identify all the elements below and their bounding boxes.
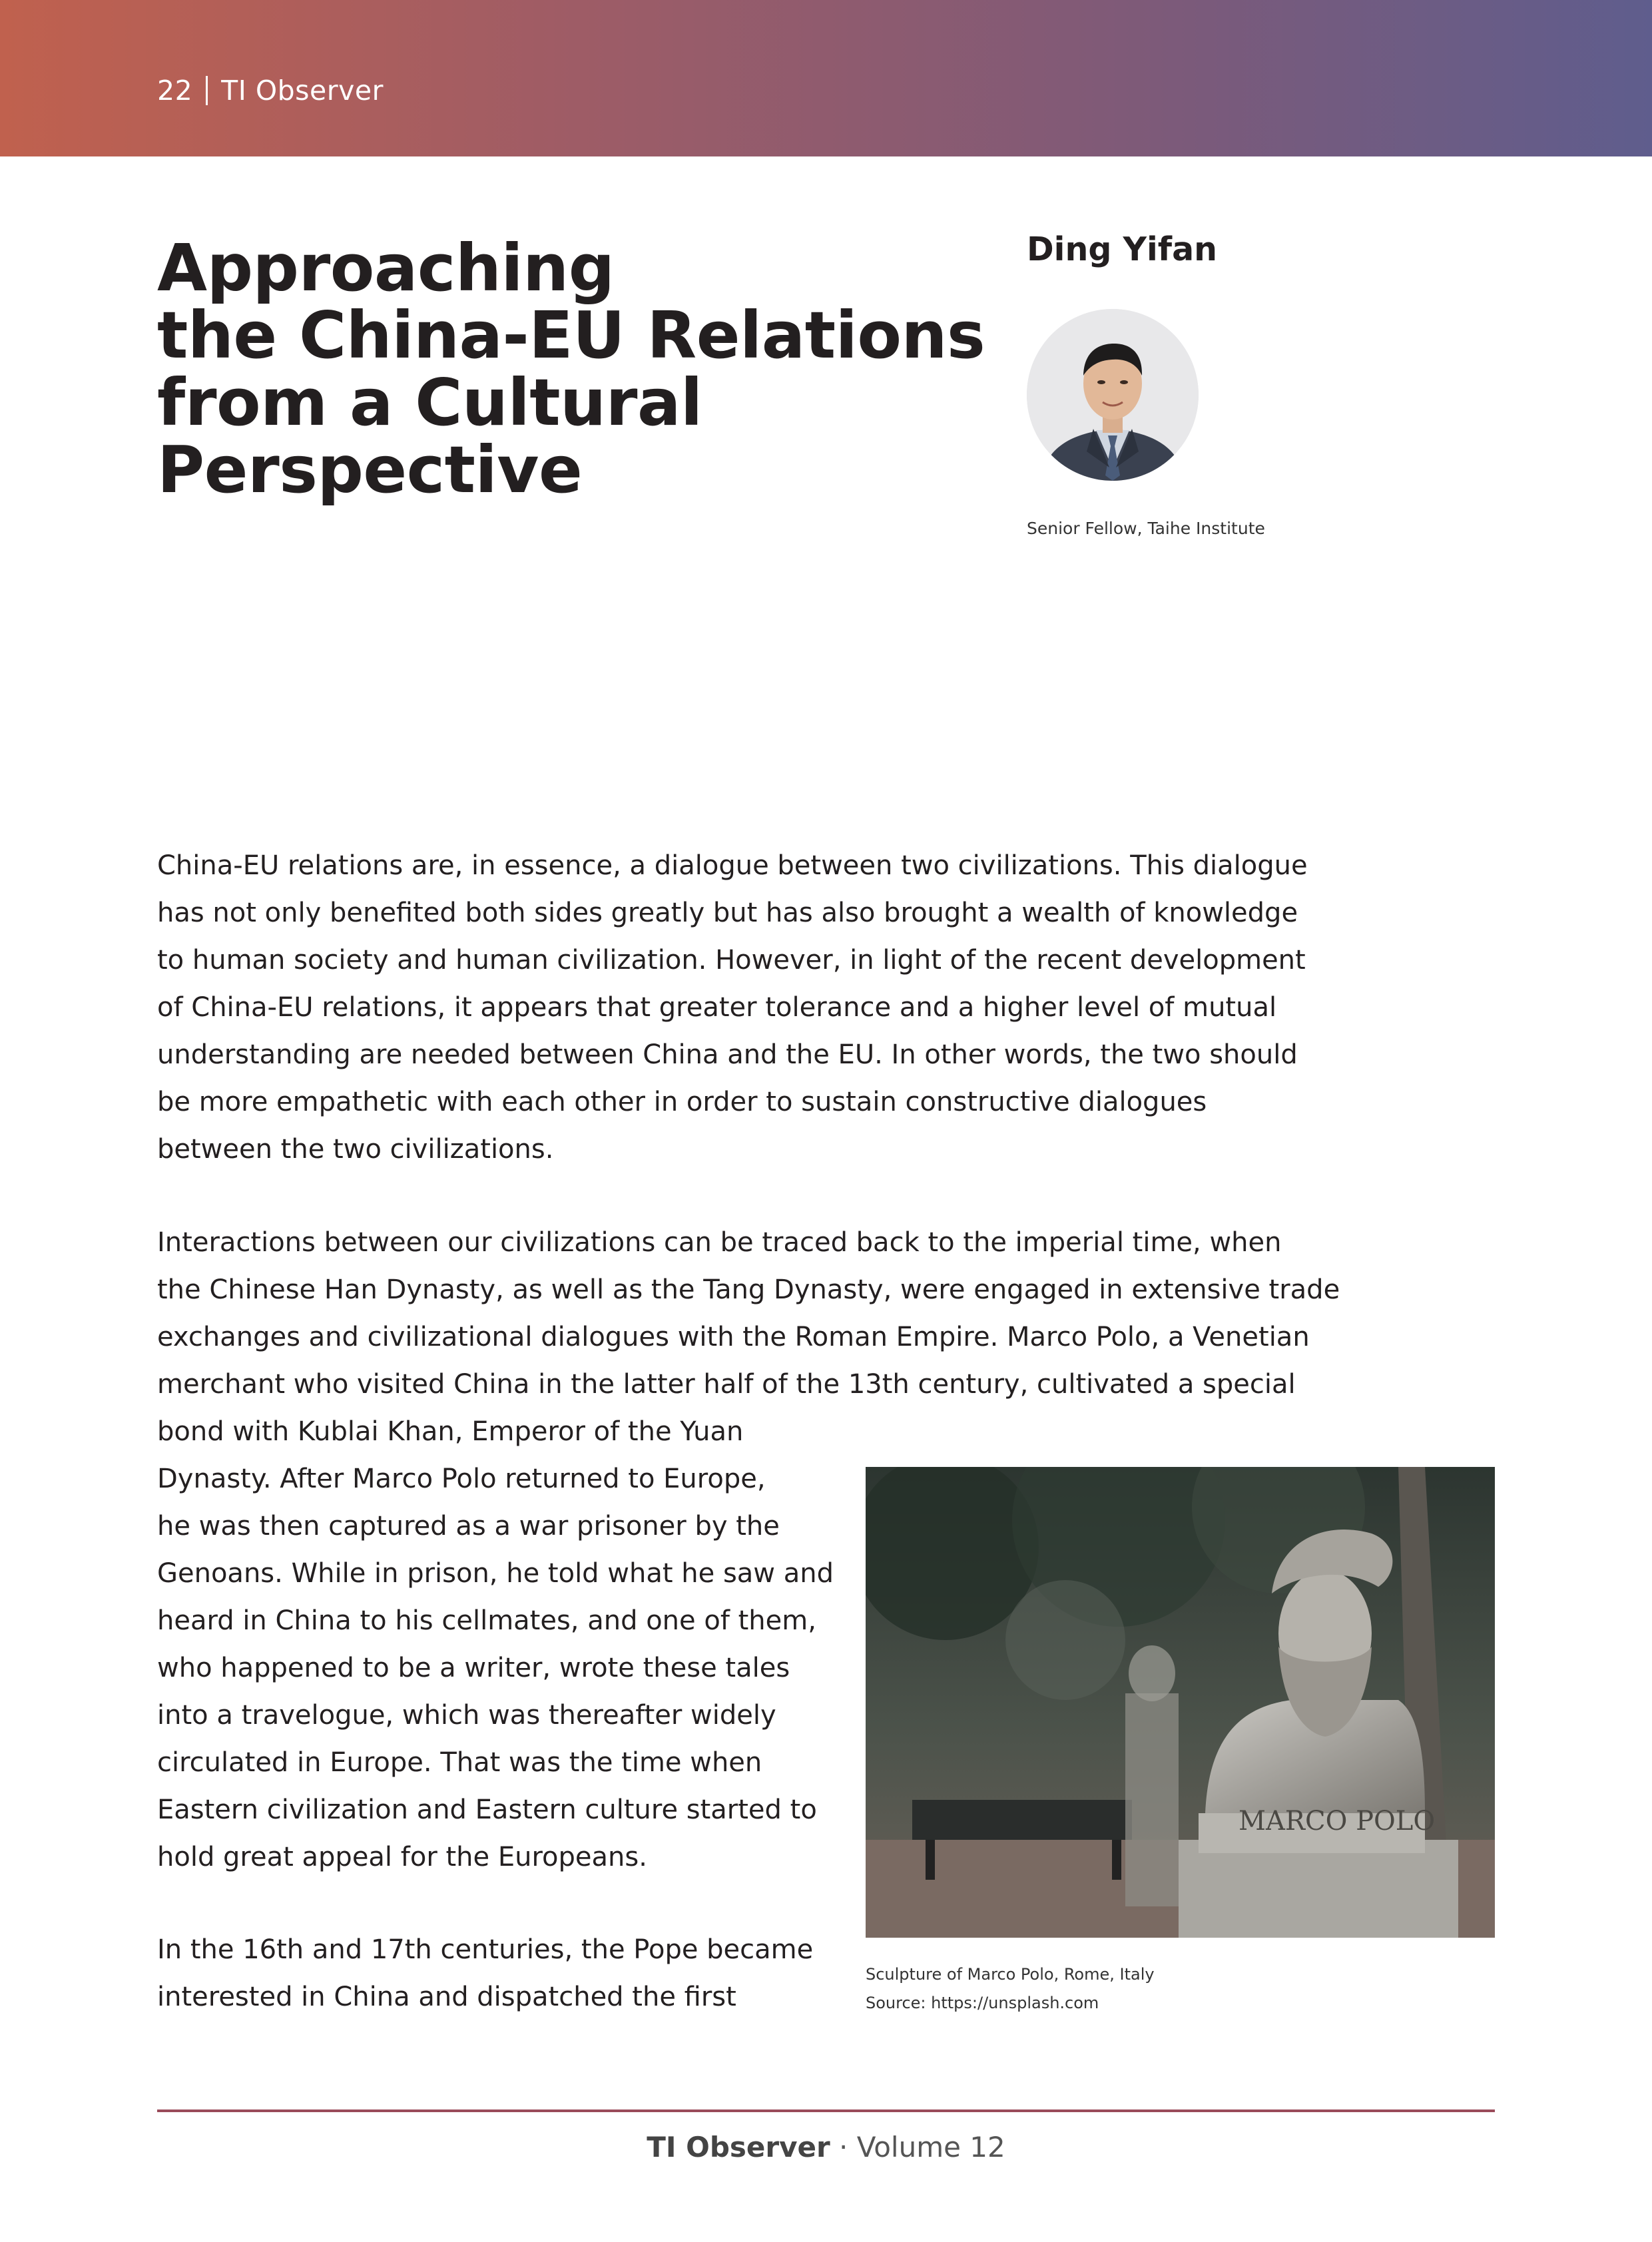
text-line: interested in China and dispatched the first <box>157 1982 736 2012</box>
text-line: heard in China to his cellmates, and one of them, <box>157 1605 816 1636</box>
caption-line: Sculpture of Marco Polo, Rome, Italy <box>866 1965 1155 1984</box>
text-line: merchant who visited China in the latter half of the 13th century, cultivated a special <box>157 1369 1296 1400</box>
text-line: hold great appeal for the Europeans. <box>157 1842 647 1872</box>
marco-polo-photo <box>866 1467 1495 1938</box>
text-line: has not only benefited both sides greatly but has also brought a wealth of knowledge <box>157 898 1298 928</box>
text-line: be more empathetic with each other in order to sustain constructive dialogues <box>157 1087 1207 1117</box>
text-line: China-EU relations are, in essence, a dialogue between two civilizations. This dialogue <box>157 850 1308 881</box>
running-header <box>157 75 384 107</box>
text-line: to human society and human civilization. However, in light of the recent development <box>157 945 1306 976</box>
header-divider <box>206 76 208 105</box>
page-footer <box>0 2131 1652 2163</box>
text-line: understanding are needed between China and the EU. In other words, the two should <box>157 1039 1298 1070</box>
text-line: he was then captured as a war prisoner by the <box>157 1511 780 1541</box>
publication-name: TI Observer <box>221 75 384 107</box>
author-avatar <box>1027 309 1199 481</box>
text-line: Dynasty. After Marco Polo returned to Europe, <box>157 1464 766 1494</box>
header-band <box>0 0 1652 156</box>
photo-caption <box>866 1960 1155 2018</box>
footer-brand: TI Observer <box>647 2131 830 2163</box>
marco-polo-bust-image <box>866 1467 1495 1938</box>
body-paragraph <box>157 1926 813 2021</box>
author-name: Ding Yifan <box>1027 230 1218 268</box>
article-title <box>157 230 985 507</box>
footer-divider <box>157 2109 1495 2112</box>
text-line: circulated in Europe. That was the time when <box>157 1747 762 1778</box>
title-line: Approaching <box>157 230 615 306</box>
text-line: the Chinese Han Dynasty, as well as the Tang Dynasty, were engaged in extensive trade <box>157 1274 1340 1305</box>
page-number: 22 <box>157 75 193 107</box>
text-line: Eastern civilization and Eastern culture started to <box>157 1795 817 1825</box>
text-line: Genoans. While in prison, he told what he saw and <box>157 1558 834 1589</box>
title-line: the China-EU Relations <box>157 298 985 373</box>
text-line: into a travelogue, which was thereafter widely <box>157 1700 776 1731</box>
text-line: Interactions between our civilizations can be traced back to the imperial time, when <box>157 1227 1282 1258</box>
text-line: who happened to be a writer, wrote these tales <box>157 1653 790 1683</box>
text-line: between the two civilizations. <box>157 1134 554 1165</box>
title-line: Perspective <box>157 432 583 507</box>
caption-source: Source: https://unsplash.com <box>866 1994 1099 2012</box>
text-line: In the 16th and 17th centuries, the Pope became <box>157 1934 814 1965</box>
footer-separator: · <box>839 2131 848 2163</box>
author-portrait-image <box>1027 309 1199 481</box>
text-line: exchanges and civilizational dialogues with the Roman Empire. Marco Polo, a Venetian <box>157 1322 1310 1352</box>
footer-volume: Volume 12 <box>856 2131 1005 2163</box>
bust-inscription: MARCO POLO <box>1239 1806 1436 1836</box>
text-line: bond with Kublai Khan, Emperor of the Yuan <box>157 1416 744 1447</box>
text-line: of China-EU relations, it appears that greater tolerance and a higher level of mutual <box>157 992 1277 1023</box>
title-line: from a Cultural <box>157 365 702 440</box>
body-paragraph <box>157 842 1308 1173</box>
author-role: Senior Fellow, Taihe Institute <box>1027 519 1265 538</box>
